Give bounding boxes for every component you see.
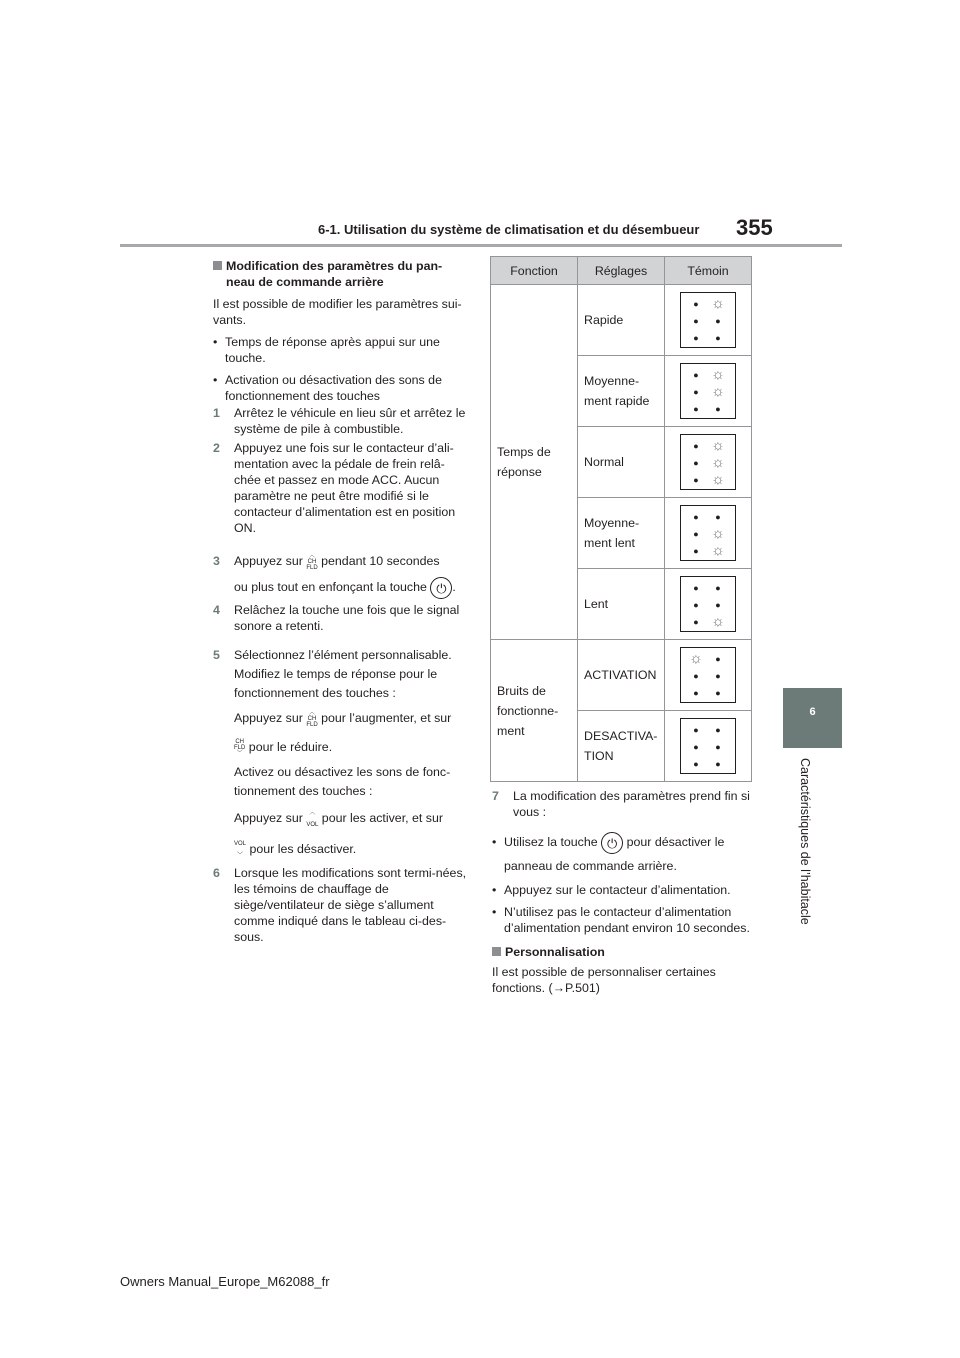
- led-off-icon: ●: [715, 404, 721, 414]
- led-lit-icon: ☼: [711, 295, 725, 312]
- power-icon: ⏻: [601, 832, 623, 854]
- ch-fld-down-icon: CH FLD ﹀: [234, 738, 246, 757]
- step-5-text: VOL ﹀ pour les désactiver.: [234, 840, 357, 859]
- settings-table: [490, 256, 752, 782]
- indicator-cell: [665, 569, 752, 640]
- led-off-icon: ●: [693, 759, 699, 769]
- led-off-icon: ●: [693, 725, 699, 735]
- led-off-icon: ●: [693, 387, 699, 397]
- led-off-icon: ●: [715, 512, 721, 522]
- led-off-icon: ●: [693, 583, 699, 593]
- led-lit-icon: ☼: [711, 542, 725, 559]
- led-lit-icon: ☼: [711, 613, 725, 630]
- list-item: • Activation ou désactivation des sons de fonctionnement des touches: [213, 373, 442, 403]
- function-cell: Bruits de fonctionne-ment: [491, 640, 578, 782]
- list-item: • Utilisez la touche ⏻ pour désactiver le panneau de commande arrière.: [492, 830, 754, 878]
- step-2: 2 Appuyez une fois sur le contacteur d’ali-mentation avec la pédale de frein relâ-chée et passez en mode ACC. Aucun paramètre ne peut être modifié si le contacteur d’alimentation est en position ON.: [213, 441, 456, 535]
- header-rule: [120, 244, 842, 247]
- indicator-grid: [680, 363, 736, 419]
- led-off-icon: ●: [715, 759, 721, 769]
- step-7: 7 La modification des paramètres prend fin si vous :: [492, 789, 750, 819]
- setting-cell: Moyenne-ment rapide: [578, 356, 665, 427]
- led-lit-icon: ☼: [689, 650, 703, 667]
- led-lit-icon: ☼: [711, 471, 725, 488]
- led-lit-icon: ☼: [711, 366, 725, 383]
- step-5-text: Appuyez sur ︿ CH FLD pour l’augmenter, et sur: [234, 709, 452, 728]
- led-off-icon: ●: [693, 688, 699, 698]
- step-5-text: Sélectionnez l’élément personnalisable.: [234, 648, 452, 662]
- led-off-icon: ●: [715, 688, 721, 698]
- led-off-icon: ●: [715, 583, 721, 593]
- chapter-tab: 6: [783, 688, 842, 748]
- led-lit-icon: ☼: [711, 454, 725, 471]
- setting-cell: Normal: [578, 427, 665, 498]
- indicator-grid: [680, 718, 736, 774]
- led-off-icon: ●: [715, 654, 721, 664]
- led-off-icon: ●: [693, 671, 699, 681]
- list-item: • Temps de réponse après appui sur une touche.: [213, 335, 440, 365]
- list-item: • Appuyez sur le contacteur d’alimentation.: [492, 883, 731, 897]
- column-header: Témoin: [665, 257, 752, 285]
- led-off-icon: ●: [693, 742, 699, 752]
- table-header-row: [491, 257, 752, 285]
- indicator-cell: [665, 356, 752, 427]
- led-off-icon: ●: [715, 725, 721, 735]
- intro-text: Il est possible de modifier les paramètres sui-vants.: [213, 297, 462, 327]
- vol-down-icon: VOL ﹀: [234, 840, 247, 859]
- function-cell: Temps de réponse: [491, 285, 578, 640]
- step-5-text: Modifiez le temps de réponse pour le fonctionnement des touches :: [234, 667, 438, 700]
- led-off-icon: ●: [715, 333, 721, 343]
- indicator-cell: [665, 285, 752, 356]
- led-off-icon: ●: [715, 671, 721, 681]
- led-off-icon: ●: [693, 546, 699, 556]
- led-off-icon: ●: [715, 742, 721, 752]
- led-off-icon: ●: [715, 316, 721, 326]
- ch-fld-up-icon: ︿ CH FLD: [306, 709, 318, 728]
- step-1: 1 Arrêtez le véhicule en lieu sûr et arrêtez le système de pile à combustible.: [213, 406, 466, 436]
- step-4: 4 Relâchez la touche une fois que le signal sonore a retenti.: [213, 603, 460, 633]
- section-header: 6-1. Utilisation du système de climatisation et du désembueur: [318, 222, 700, 237]
- table-row: [491, 640, 752, 711]
- column-header: Réglages: [578, 257, 665, 285]
- led-lit-icon: ☼: [711, 383, 725, 400]
- indicator-cell: [665, 640, 752, 711]
- footer-text: Owners Manual_Europe_M62088_fr: [120, 1274, 330, 1289]
- led-off-icon: ●: [693, 404, 699, 414]
- led-off-icon: ●: [693, 333, 699, 343]
- right-column: [492, 788, 754, 996]
- step-5-text: Activez ou désactivez les sons de fonc-tionnement des touches :: [234, 765, 451, 798]
- paragraph: Il est possible de personnaliser certaines fonctions. (→P.501): [492, 965, 716, 995]
- indicator-grid: [680, 647, 736, 703]
- indicator-cell: [665, 427, 752, 498]
- led-lit-icon: ☼: [711, 525, 725, 542]
- step-6: 6 Lorsque les modifications sont termi-nées, les témoins de chauffage de siège/ventilateur de siège s’allument comme indiqué dans le tableau ci-des-sous.: [213, 866, 467, 944]
- indicator-grid: [680, 292, 736, 348]
- led-off-icon: ●: [693, 529, 699, 539]
- led-off-icon: ●: [715, 600, 721, 610]
- list-item: • N’utilisez pas le contacteur d’alimentation d’alimentation pendant environ 10 secondes.: [492, 905, 750, 935]
- indicator-cell: [665, 498, 752, 569]
- step-5: 5 Sélectionnez l’élément personnalisable. Modifiez le temps de réponse pour le fonctionnement des touches : Appuyez sur ︿ CH FLD pour l’augmenter, et sur CH FLD ﹀ pour le réduire. Activez ou désactivez les sons de fonc-tionnement des touches : Appuyez sur ︿ VOL pour les activer, et sur VOL ﹀ pour les désactiver.: [213, 646, 471, 859]
- led-lit-icon: ☼: [711, 437, 725, 454]
- vol-up-icon: ︿ VOL: [306, 809, 319, 828]
- led-off-icon: ●: [693, 316, 699, 326]
- ch-fld-up-icon: ︿ CH FLD: [306, 552, 318, 571]
- led-off-icon: ●: [693, 512, 699, 522]
- step-3: 3 Appuyez sur ︿ CH FLD pendant 10 secondes ou plus tout en enfonçant la touche ⏻ .: [213, 548, 471, 600]
- led-off-icon: ●: [693, 299, 699, 309]
- indicator-grid: [680, 505, 736, 561]
- led-off-icon: ●: [693, 370, 699, 380]
- led-off-icon: ●: [693, 617, 699, 627]
- power-icon: ⏻: [430, 577, 452, 599]
- setting-cell: Lent: [578, 569, 665, 640]
- indicator-grid: [680, 576, 736, 632]
- square-bullet-icon: [213, 261, 222, 270]
- indicator-cell: [665, 711, 752, 782]
- indicator-grid: [680, 434, 736, 490]
- setting-cell: ACTIVATION: [578, 640, 665, 711]
- led-off-icon: ●: [693, 458, 699, 468]
- setting-cell: Moyenne-ment lent: [578, 498, 665, 569]
- step-5-text: Appuyez sur ︿ VOL pour les activer, et sur: [234, 809, 444, 828]
- step-5-text: CH FLD ﹀ pour le réduire.: [234, 738, 333, 757]
- section-heading: Modification des paramètres du pan-neau de commande arrière: [213, 258, 471, 290]
- led-off-icon: ●: [693, 441, 699, 451]
- chapter-title: Caractéristiques de l’habitacle: [798, 758, 812, 925]
- section-heading: Personnalisation: [492, 944, 754, 960]
- left-column: [213, 258, 471, 945]
- page-number: 355: [736, 215, 773, 240]
- setting-cell: DESACTIVA-TION: [578, 711, 665, 782]
- square-bullet-icon: [492, 947, 501, 956]
- setting-cell: Rapide: [578, 285, 665, 356]
- column-header: Fonction: [491, 257, 578, 285]
- led-off-icon: ●: [693, 475, 699, 485]
- table-row: [491, 285, 752, 356]
- led-off-icon: ●: [693, 600, 699, 610]
